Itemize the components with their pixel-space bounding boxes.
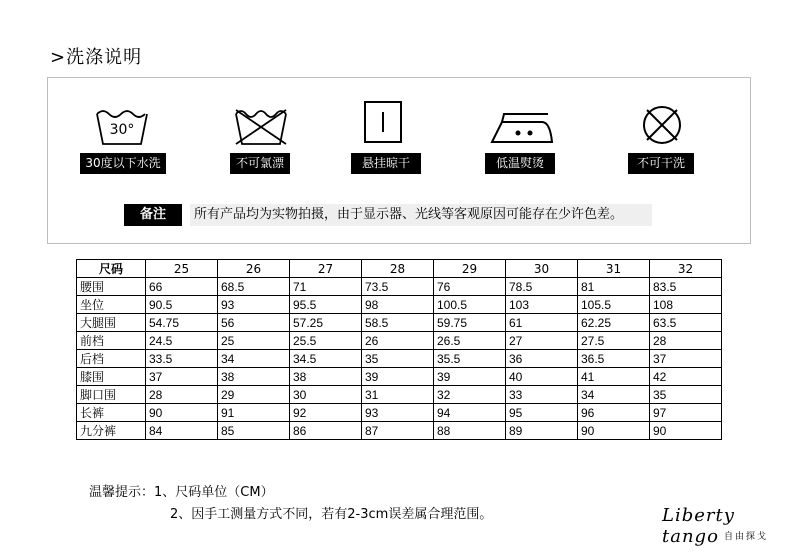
- no-dry-clean-icon: [640, 98, 714, 148]
- table-cell: 66: [146, 278, 218, 296]
- table-cell: 59.75: [434, 314, 506, 332]
- row-label: 大腿围: [77, 314, 146, 332]
- table-cell: 83.5: [650, 278, 722, 296]
- table-header: 32: [650, 260, 722, 278]
- tip-line-1: 温馨提示：1、尺码单位（CM）: [89, 485, 274, 500]
- table-cell: 35: [362, 350, 434, 368]
- logo-main-text: Liberty tango: [662, 505, 735, 547]
- table-cell: 38: [218, 368, 290, 386]
- note-tag: 备注: [124, 204, 182, 226]
- table-cell: 86: [290, 422, 362, 440]
- table-cell: 90: [578, 422, 650, 440]
- table-cell: 37: [650, 350, 722, 368]
- table-cell: 24.5: [146, 332, 218, 350]
- table-cell: 97: [650, 404, 722, 422]
- table-cell: 34: [218, 350, 290, 368]
- care-label-no-dry-clean: 不可干洗: [628, 153, 694, 174]
- table-cell: 35: [650, 386, 722, 404]
- table-cell: 35.5: [434, 350, 506, 368]
- care-instructions-panel: [47, 77, 751, 244]
- table-cell: 87: [362, 422, 434, 440]
- table-cell: 63.5: [650, 314, 722, 332]
- table-row: [77, 368, 722, 386]
- table-cell: 100.5: [434, 296, 506, 314]
- table-cell: 58.5: [362, 314, 434, 332]
- table-row: [77, 296, 722, 314]
- row-label: 后档: [77, 350, 146, 368]
- table-cell: 103: [506, 296, 578, 314]
- table-row: [77, 386, 722, 404]
- table-header-row: [77, 260, 722, 278]
- care-label-iron-low: 低温熨烫: [485, 153, 555, 174]
- table-cell: 54.75: [146, 314, 218, 332]
- table-cell: 29: [218, 386, 290, 404]
- care-label-hang-dry: 悬挂晾干: [351, 153, 421, 174]
- table-cell: 39: [362, 368, 434, 386]
- table-cell: 40: [506, 368, 578, 386]
- table-cell: 31: [362, 386, 434, 404]
- table-cell: 95: [506, 404, 578, 422]
- table-row: [77, 332, 722, 350]
- table-cell: 78.5: [506, 278, 578, 296]
- table-cell: 28: [650, 332, 722, 350]
- table-cell: 56: [218, 314, 290, 332]
- table-row: [77, 278, 722, 296]
- table-cell: 93: [218, 296, 290, 314]
- table-header: 28: [362, 260, 434, 278]
- logo-sub-text: 自由探戈: [724, 532, 769, 542]
- table-cell: 88: [434, 422, 506, 440]
- tip-line-2: 2、因手工测量方式不同，若有2-3cm误差属合理范围。: [170, 507, 493, 522]
- table-cell: 91: [218, 404, 290, 422]
- table-cell: 62.25: [578, 314, 650, 332]
- table-cell: 108: [650, 296, 722, 314]
- table-cell: 73.5: [362, 278, 434, 296]
- table-cell: 30: [290, 386, 362, 404]
- row-label: 脚口围: [77, 386, 146, 404]
- table-cell: 36: [506, 350, 578, 368]
- table-cell: 84: [146, 422, 218, 440]
- row-label: 九分裤: [77, 422, 146, 440]
- table-cell: 57.25: [290, 314, 362, 332]
- table-cell: 27: [506, 332, 578, 350]
- row-label: 前档: [77, 332, 146, 350]
- table-cell: 90.5: [146, 296, 218, 314]
- table-row: [77, 314, 722, 332]
- table-cell: 26: [362, 332, 434, 350]
- section-title: >洗涤说明: [50, 47, 143, 68]
- table-cell: 42: [650, 368, 722, 386]
- table-row: [77, 422, 722, 440]
- table-cell: 39: [434, 368, 506, 386]
- hang-dry-icon: [361, 98, 435, 148]
- table-cell: 41: [578, 368, 650, 386]
- table-cell: 61: [506, 314, 578, 332]
- wash-30-icon: [91, 98, 165, 148]
- note-text: 所有产品均为实物拍摄，由于显示器、光线等客观原因可能存在少许色差。: [190, 204, 652, 226]
- table-cell: 33: [506, 386, 578, 404]
- table-cell: 95.5: [290, 296, 362, 314]
- wash-temp-text: 30°: [109, 122, 135, 138]
- table-header: 26: [218, 260, 290, 278]
- row-label: 腰围: [77, 278, 146, 296]
- table-cell: 26.5: [434, 332, 506, 350]
- table-cell: 25.5: [290, 332, 362, 350]
- table-row: [77, 350, 722, 368]
- table-cell: 98: [362, 296, 434, 314]
- table-cell: 38: [290, 368, 362, 386]
- table-cell: 92: [290, 404, 362, 422]
- table-row: [77, 404, 722, 422]
- table-cell: 94: [434, 404, 506, 422]
- table-cell: 32: [434, 386, 506, 404]
- size-table: [76, 259, 722, 440]
- table-cell: 37: [146, 368, 218, 386]
- table-cell: 71: [290, 278, 362, 296]
- table-header: 30: [506, 260, 578, 278]
- no-bleach-icon: [228, 98, 302, 148]
- table-cell: 105.5: [578, 296, 650, 314]
- table-cell: 25: [218, 332, 290, 350]
- table-header: 27: [290, 260, 362, 278]
- row-label: 长裤: [77, 404, 146, 422]
- table-cell: 76: [434, 278, 506, 296]
- table-header: 尺码: [77, 260, 146, 278]
- table-cell: 36.5: [578, 350, 650, 368]
- brand-logo: [662, 505, 780, 545]
- iron-low-icon: [488, 98, 562, 148]
- table-cell: 28: [146, 386, 218, 404]
- row-label: 膝围: [77, 368, 146, 386]
- table-cell: 81: [578, 278, 650, 296]
- table-cell: 93: [362, 404, 434, 422]
- table-cell: 34.5: [290, 350, 362, 368]
- table-cell: 89: [506, 422, 578, 440]
- table-cell: 33.5: [146, 350, 218, 368]
- table-cell: 90: [650, 422, 722, 440]
- table-cell: 27.5: [578, 332, 650, 350]
- row-label: 坐位: [77, 296, 146, 314]
- table-cell: 34: [578, 386, 650, 404]
- care-label-no-bleach: 不可氯漂: [230, 153, 290, 174]
- table-header: 29: [434, 260, 506, 278]
- table-cell: 90: [146, 404, 218, 422]
- care-label-wash: 30度以下水洗: [80, 153, 166, 174]
- table-cell: 96: [578, 404, 650, 422]
- table-header: 25: [146, 260, 218, 278]
- table-header: 31: [578, 260, 650, 278]
- table-cell: 85: [218, 422, 290, 440]
- table-cell: 68.5: [218, 278, 290, 296]
